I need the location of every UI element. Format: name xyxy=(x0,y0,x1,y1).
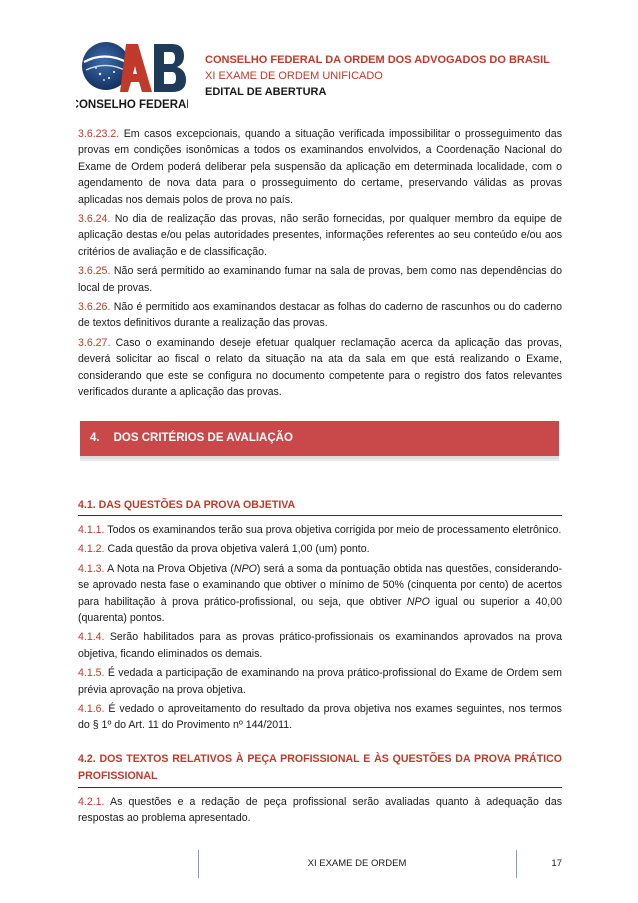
oab-logo-graphic xyxy=(76,36,188,114)
paragraph-3-6-23-2 xyxy=(78,126,562,208)
subsection-4-1-heading: 4.1. DAS QUESTÕES DA PROVA OBJETIVA xyxy=(78,497,562,516)
npo-term: NPO xyxy=(406,595,430,608)
item-number: 3.6.27. xyxy=(78,336,111,349)
item-number: 3.6.26. xyxy=(78,301,111,314)
paragraph-4-1-1 xyxy=(78,522,562,538)
paragraph-4-1-4 xyxy=(78,629,562,662)
page-footer xyxy=(78,850,562,878)
item-number: 3.6.24. xyxy=(78,213,111,226)
item-text: É vedado o aproveitamento do resultado da prova objetiva nos exames seguintes, nos termos do § 1º do Art. 11 do Provimento nº 144/2011. xyxy=(78,702,562,732)
item-number: 3.6.23.2. xyxy=(78,128,120,140)
paragraph-4-1-5 xyxy=(78,665,562,698)
paragraph-4-1-6 xyxy=(78,701,562,734)
item-text: Cada questão da prova objetiva valerá 1,00 (um) ponto. xyxy=(107,543,370,556)
item-number: 4.1.1. xyxy=(78,523,105,536)
item-text: É vedada a participação de examinando na prova prático-profissional do Exame de Ordem sem prévia aprovação na prova objetiva. xyxy=(78,667,562,696)
item-text-post: igual ou superior a 40,00 (quarenta) pontos. xyxy=(78,595,562,624)
page-number: 17 xyxy=(551,858,562,869)
footer-title: XI EXAME DE ORDEM xyxy=(307,858,407,869)
item-number: 4.1.6. xyxy=(78,702,105,715)
svg-text:CONSELHO FEDERAL: CONSELHO FEDERAL xyxy=(76,99,188,111)
spacer xyxy=(78,737,562,751)
section-banner-wrap xyxy=(78,421,562,483)
paragraph-3-6-24 xyxy=(78,211,562,260)
item-text: Não será permitido ao examinando fumar na sala de provas, bem como nas dependências do local de provas. xyxy=(78,265,562,294)
paragraph-4-1-3 xyxy=(78,561,562,627)
oab-logo xyxy=(76,36,188,114)
item-text-pre: A Nota na Prova Objetiva ( xyxy=(107,562,234,575)
item-number: 4.1.5. xyxy=(78,667,105,680)
item-number: 4.1.3. xyxy=(78,562,105,575)
paragraph-4-1-2 xyxy=(78,541,562,557)
document-body xyxy=(78,126,562,830)
item-number: 4.1.2. xyxy=(78,543,105,556)
section-title: DOS CRITÉRIOS DE AVALIAÇÃO xyxy=(113,431,293,444)
paragraph-3-6-27 xyxy=(78,335,562,401)
item-number: 4.2.1. xyxy=(78,795,105,808)
header-exam: XI EXAME DE ORDEM UNIFICADO xyxy=(205,70,383,82)
item-text: Todos os examinandos terão sua prova objetiva corrigida por meio de processamento eletrônico. xyxy=(107,523,562,536)
item-number: 4.1.4. xyxy=(78,631,105,644)
item-text-mid: ) será a soma da pontuação obtida nas questões, considerando-se aprovado nesta fase o examinando que obtiver o mínimo de 50% (cinquenta por cento) de acertos para habilitação à prova prático-profissional, ou seja, que obtiver xyxy=(78,562,562,608)
item-text: No dia de realização das provas, não serão fornecidas, por qualquer membro da equipe de aplicação destas e/ou pelas autoridades presentes, informações referentes ao seu conteúdo e/ou aos critérios de avaliação e de classificação. xyxy=(78,213,562,258)
document-header xyxy=(205,52,550,100)
item-text: Serão habilitados para as provas prático-profissionais os examinandos aprovados na prova objetiva, ficando eliminados os demais. xyxy=(78,631,562,660)
section-number: 4. xyxy=(90,431,100,444)
subsection-4-2-heading: 4.2. DOS TEXTOS RELATIVOS À PEÇA PROFISSIONAL E ÀS QUESTÕES DA PROVA PRÁTICO PROFISSIONAL xyxy=(78,751,562,788)
npo-term: NPO xyxy=(233,562,257,575)
paragraph-3-6-26 xyxy=(78,299,562,332)
item-text: Não é permitido aos examinandos destacar as folhas do caderno de rascunhos ou do caderno de textos definitivos durante a realização das provas. xyxy=(78,301,562,330)
item-text: Em casos excepcionais, quando a situação verificada impossibilitar o prosseguimento das provas em condições isonômicas a todos os examinandos envolvidos, a Coordenação Nacional do Exame de Ordem poderá deliberar pela suspensão da aplicação em determinada localidade, com o agendamento de nova data para o prosseguimento do certame, preservando válidas as provas aplicadas nos demais polos de prova no país. xyxy=(78,128,562,206)
item-text: Caso o examinando deseje efetuar qualquer reclamação acerca da aplicação das provas, deverá solicitar ao fiscal o relato da situação na ata da sala em que está realizando o Exame, considerando que este se configura no documento competente para o registro dos fatos relevantes verificados durante a aplicação das provas. xyxy=(78,336,562,399)
paragraph-4-2-1 xyxy=(78,794,562,827)
item-number: 3.6.25. xyxy=(78,265,111,278)
item-text: As questões e a redação de peça profissional serão avaliadas quanto à adequação das respostas ao problema apresentado. xyxy=(78,795,563,825)
footer-divider xyxy=(516,850,517,878)
section-4-banner xyxy=(80,421,559,456)
header-edital: EDITAL DE ABERTURA xyxy=(205,86,327,98)
header-organization: CONSELHO FEDERAL DA ORDEM DOS ADVOGADOS DO BRASIL xyxy=(205,54,550,66)
paragraph-3-6-25 xyxy=(78,263,562,296)
